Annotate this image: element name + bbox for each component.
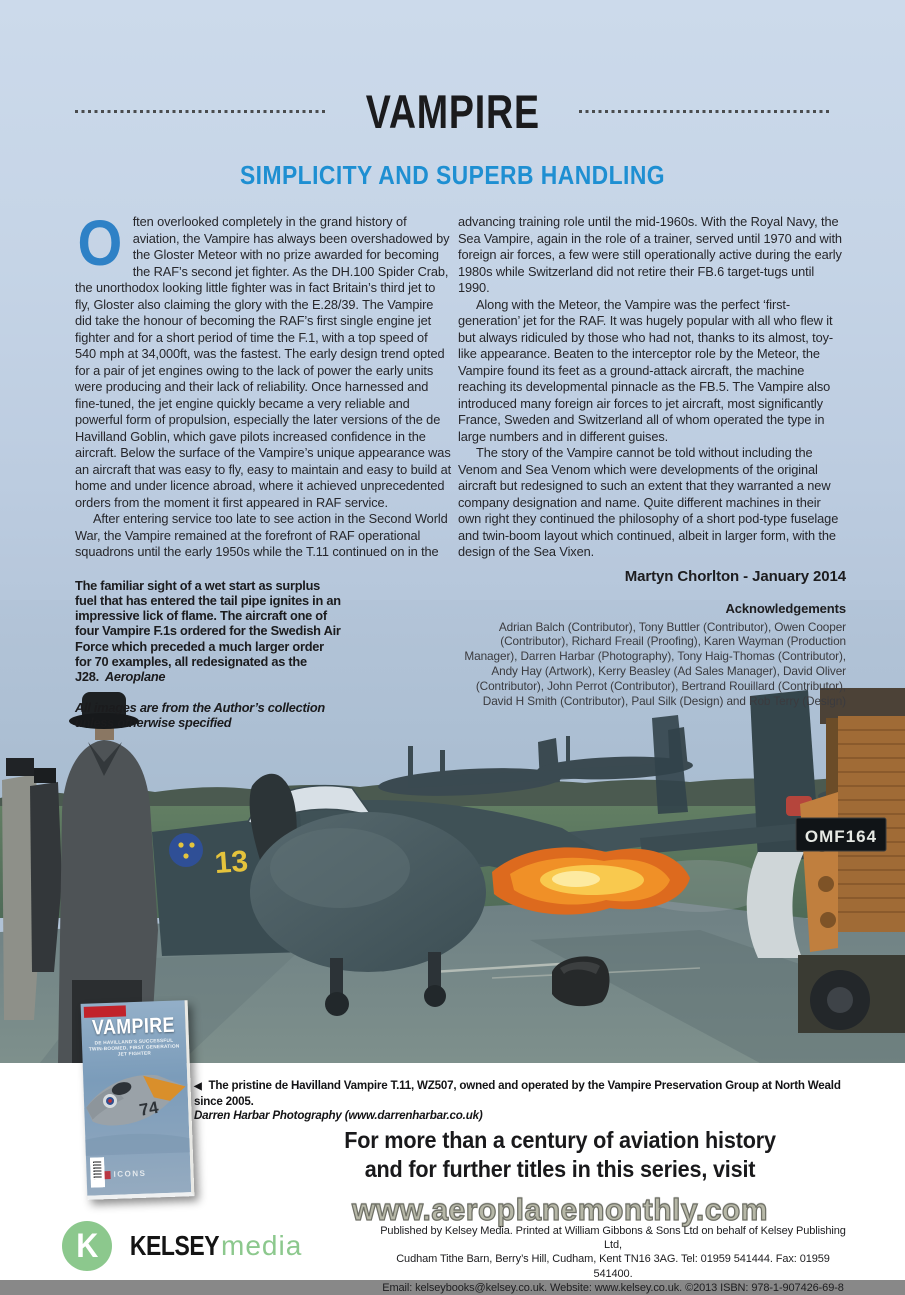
roundel (169, 833, 203, 867)
publisher-line-3: Email: kelseybooks@kelsey.co.uk. Website: www.kelsey.co.uk. ©2013 ISBN: 978-1-907426-69-8 (382, 1281, 844, 1294)
images-source-note: All images are from the Author’s collection unless otherwise specified (75, 699, 325, 730)
promo-block (250, 1126, 870, 1228)
dotted-rule-left (75, 110, 326, 113)
kelsey-logo-icon: K (62, 1221, 112, 1271)
bottom-caption-text: The pristine de Havilland Vampire T.11, WZ507, owned and operated by the Vampire Preservation Group at North Weald since 2005. (194, 1079, 841, 1108)
acknowledgements-title: Acknowledgements (725, 601, 846, 616)
dotted-rule-right (579, 110, 830, 113)
acknowledgements-body: Adrian Balch (Contributor), Tony Buttler (Contributor), Owen Cooper (Contributor), Richard Freail (Proofing), Karen Wayman (Production Manager), Darren Harbar (Photography), Tony Haig-Thomas (Contributor), Andy Hay (Artwork), Kerry Beasley (Ad Sales Manager), David Oliver (Contributor), John Perrot (Contributor), Bertrand Rouillard (Contributor), David H Smith (Contributor), Paul Silk (Design) and Rob Terry (Design) (464, 619, 846, 709)
caption-credit: Aeroplane (104, 669, 166, 685)
svg-text:74: 74 (137, 1097, 160, 1120)
page-title: VAMPIRE (365, 85, 540, 138)
publisher-info (378, 1224, 848, 1295)
publisher-line-1: Published by Kelsey Media. Printed at William Gibbons & Sons Ltd on behalf of Kelsey Publishing Ltd, (380, 1225, 846, 1252)
kelsey-logo-text: KELSEY (129, 1230, 220, 1261)
bottom-caption-credit: Darren Harbar Photography (www.darrenharbar.co.uk) (194, 1109, 483, 1122)
cover-series-name: ICONS (113, 1168, 147, 1179)
aircraft-code: 13 (213, 844, 250, 881)
paragraph-2: After entering service too late to see action in the Second World War, the Vampire remained at the forefront of RAF operational squadrons until the early 1950s while the T.11 continued on in the (75, 511, 448, 559)
left-arrow-icon: ◀ (194, 1081, 202, 1092)
promo-line-2: and for further titles in this series, visit (364, 1156, 756, 1182)
paragraph-3: advancing training role until the mid-1960s. With the Royal Navy, the Sea Vampire, again in the role of a trainer, served until 1970 and with foreign air forces, a few were still operationally active during the early 1980s while Switzerland did not retire their FB.6 target-tugs until 1990. (458, 214, 842, 295)
promo-line-1: For more than a century of aviation history (344, 1127, 776, 1153)
license-plate (796, 818, 886, 851)
article-column-left (75, 207, 452, 730)
paragraph-5: The story of the Vampire cannot be told without including the Venom and Sea Venom which were developments of the original aircraft but redesigned to such an extent that they warranted a new company designation and name. Quite different machines in their own right they continued the philosophy of a short pod-type fuselage and twin-boom layout which continued, albeit in larger form, with the design of the Sea Vixen. (458, 445, 839, 559)
article-column-right (458, 214, 846, 709)
nose-highlight (270, 828, 410, 908)
magazine-cover-thumbnail (81, 1000, 195, 1200)
kelsey-media-logo (62, 1221, 302, 1271)
cover-aircraft-art (82, 1052, 189, 1156)
drop-cap: O (77, 207, 123, 279)
paragraph-1: Often overlooked completely in the grand history of aviation, the Vampire has always been overshadowed by the Gloster Meteor with no prize awarded for becoming the RAF’s second jet fighter. As the DH.100 Spider Crab, the unorthodox looking little fighter was in fact Britain’s third jet to fly, Gloster also claiming the glory with the E.28/39. The Vampire did take the honour of becoming the RAF’s first single engine jet fighter and for a short period of time the F.1, with a top speed of 540 mph at 34,000ft, was the fastest. The early design trend opted for a pair of jet engines owing to the lack of power the early units were producing and their lack of reliability. Once harnessed and fine-tuned, the jet engine quickly became a very reliable and powerful form of propulsion, especially the later versions of the de Havilland Goblin, which gave pilots increased confidence in the aircraft. Below the surface of the Vampire’s unique appearance was an aircraft that was easy to fly, easy to maintain and easy to build at home and under licence abroad, where it achieved unprecedented orders from the moment it first appeared in RAF service. (75, 207, 452, 510)
svg-text:OMF164: OMF164 (804, 827, 878, 846)
website-url: www.aeroplanemonthly.com (351, 1192, 768, 1227)
author-byline: Martyn Chorlton - January 2014 (624, 567, 846, 585)
paragraph-4: Along with the Meteor, the Vampire was the perfect ‘first-generation’ jet for the RAF. It was hugely popular with all who flew it but always ridiculed by those who had not, thanks to its almost, toy-like appearance. Beaten to the interceptor role by the Meteor, the Vampire found its feet as a ground-attack aircraft, the machine reaching its developmental pinnacle as the FB.5. The Vampire also introduced many foreign air forces to jet aircraft, most significantly France, Sweden and Switzerland all of whom operated the type in large numbers and in different guises. (458, 296, 834, 444)
cover-subtitle: DE HAVILLAND’S SUCCESSFUL TWIN-BOOMED, FIRST GENERATION JET FIGHTER (88, 1038, 180, 1059)
page-header (75, 84, 830, 139)
flame-photo-caption: The familiar sight of a wet start as surplus fuel that has entered the tail pipe ignites in an impressive lick of flame. The aircraft one of four Vampire F.1s ordered for the Swedish Air Force which preceded a much larger order for 70 examples, all redesignated as the J28. Aeroplane (75, 577, 341, 685)
publisher-line-2: Cudham Tithe Barn, Berry’s Hill, Cudham, Kent TN16 3AG. Tel: 01959 541444. Fax: 01959 541400. (396, 1253, 830, 1280)
kelsey-media-text: media (221, 1230, 303, 1261)
page-subtitle: SIMPLICITY AND SUPERB HANDLING (239, 160, 666, 190)
bottom-photo-caption (194, 1079, 859, 1124)
cover-barcode (90, 1157, 105, 1187)
cover-title: VAMPIRE (91, 1013, 176, 1040)
